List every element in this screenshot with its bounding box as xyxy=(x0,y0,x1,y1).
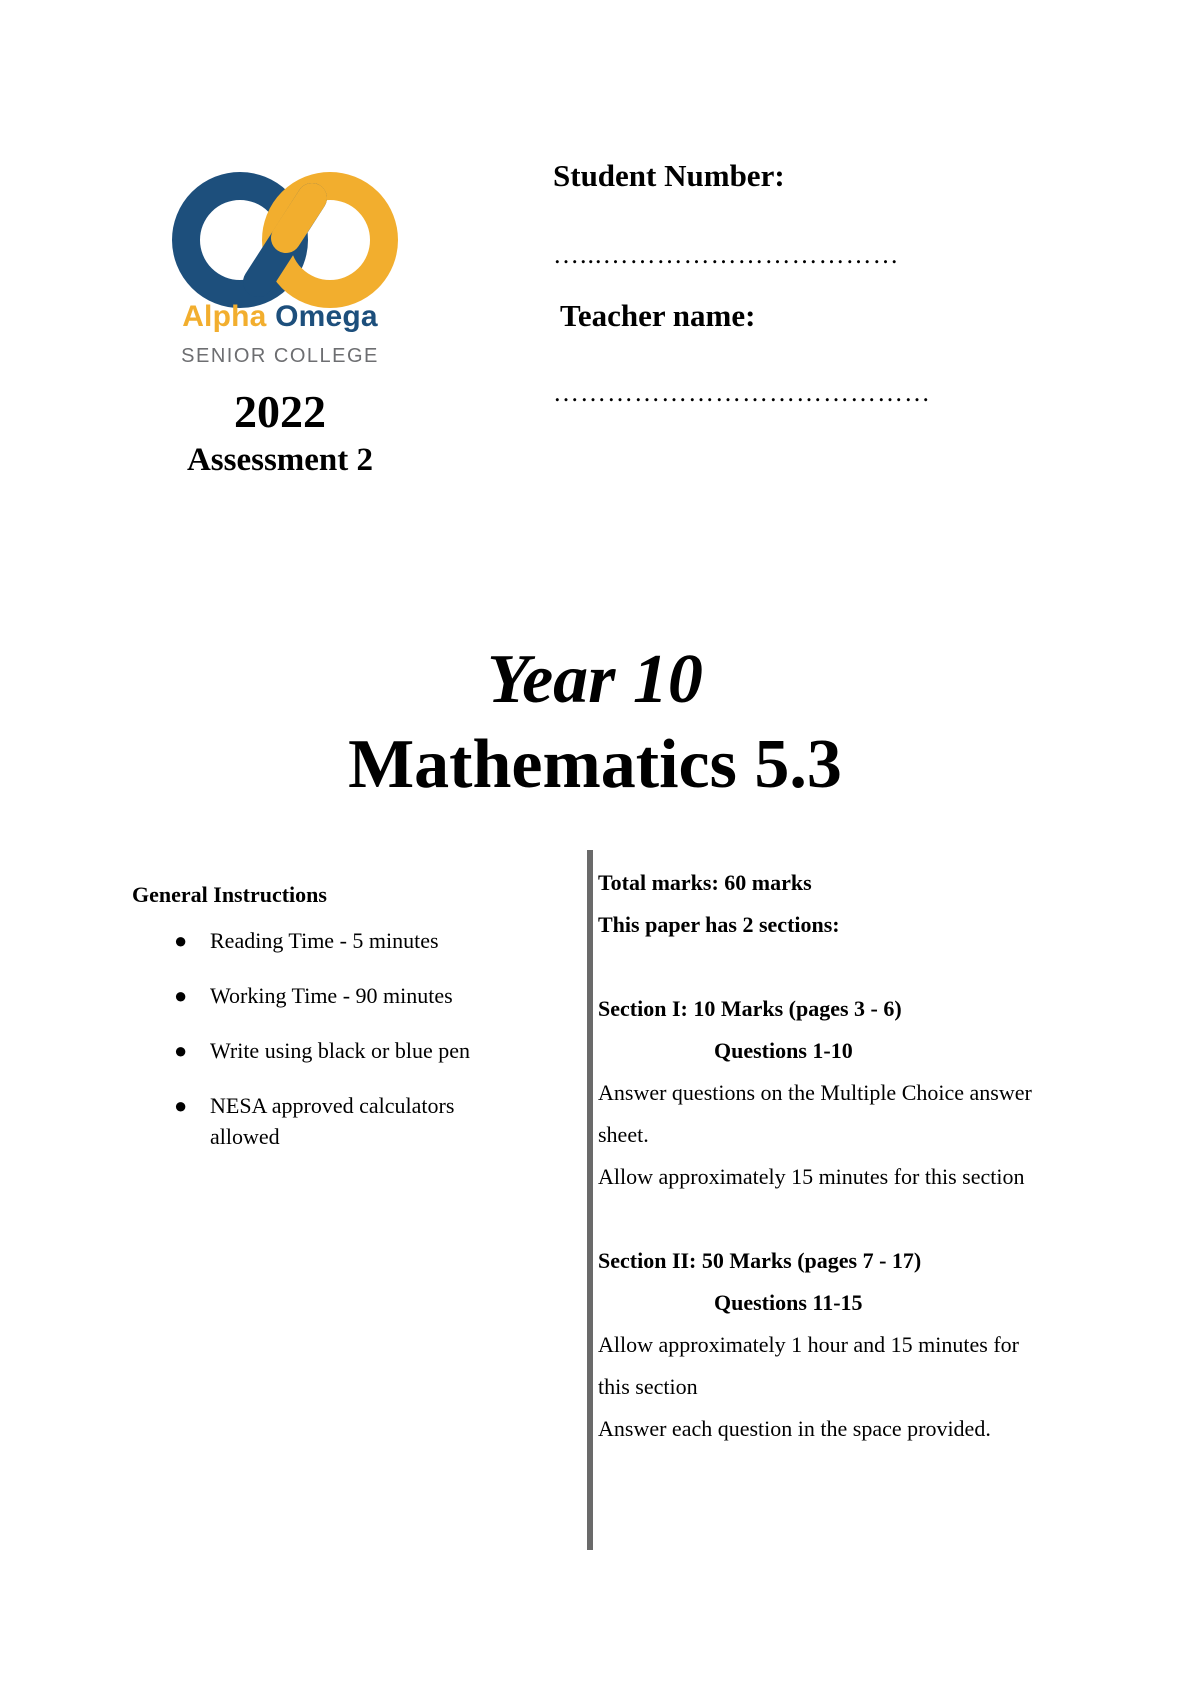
student-number-field: …...…………………………… xyxy=(553,240,900,269)
teacher-name-label: Teacher name: xyxy=(560,298,756,333)
section2-line: Allow approximately 1 hour and 15 minutes for xyxy=(598,1332,1019,1357)
section1-line: Answer questions on the Multiple Choice answer xyxy=(598,1080,1032,1105)
paper-summary xyxy=(598,862,1118,1450)
sections-count: This paper has 2 sections: xyxy=(598,912,840,937)
general-instructions-heading: General Instructions xyxy=(132,882,327,907)
logo-word-omega: Omega xyxy=(275,300,378,333)
bullet-icon: ● xyxy=(174,1093,188,1118)
section1-line: Allow approximately 15 minutes for this section xyxy=(598,1164,1025,1189)
section2-heading: Section II: 50 Marks (pages 7 - 17) xyxy=(598,1248,922,1273)
year-level-title: Year 10 xyxy=(487,641,703,718)
assessment-number: Assessment 2 xyxy=(186,442,374,478)
list-item xyxy=(168,980,528,1011)
subject-title: Mathematics 5.3 xyxy=(348,726,842,803)
section1-questions: Questions 1-10 xyxy=(714,1038,853,1063)
bullet-icon: ● xyxy=(174,928,188,953)
column-divider xyxy=(587,850,593,1550)
teacher-name-field: …………………………………… xyxy=(553,378,931,407)
instruction-text: Working Time - 90 minutes xyxy=(210,983,453,1008)
instruction-text: Write using black or blue pen xyxy=(210,1038,470,1063)
student-number-label: Student Number: xyxy=(553,158,785,193)
logo-wordmark xyxy=(150,300,410,334)
section2-questions: Questions 11-15 xyxy=(714,1290,863,1315)
section2-line: this section xyxy=(598,1374,698,1399)
list-item xyxy=(168,1090,528,1152)
logo-subtitle: SENIOR COLLEGE xyxy=(181,345,379,367)
total-marks: Total marks: 60 marks xyxy=(598,870,812,895)
instruction-text: Reading Time - 5 minutes xyxy=(210,928,439,953)
instruction-text: NESA approved calculators allowed xyxy=(210,1093,455,1149)
assessment-year: 2022 xyxy=(234,386,326,437)
section1-line: sheet. xyxy=(598,1122,649,1147)
bullet-icon: ● xyxy=(174,1038,188,1063)
bullet-icon: ● xyxy=(174,983,188,1008)
list-item xyxy=(168,1035,528,1066)
instructions-list xyxy=(168,925,528,1176)
section1-heading: Section I: 10 Marks (pages 3 - 6) xyxy=(598,996,902,1021)
logo-word-alpha: Alpha xyxy=(182,300,267,333)
list-item xyxy=(168,925,528,956)
section2-line: Answer each question in the space provided. xyxy=(598,1416,991,1441)
